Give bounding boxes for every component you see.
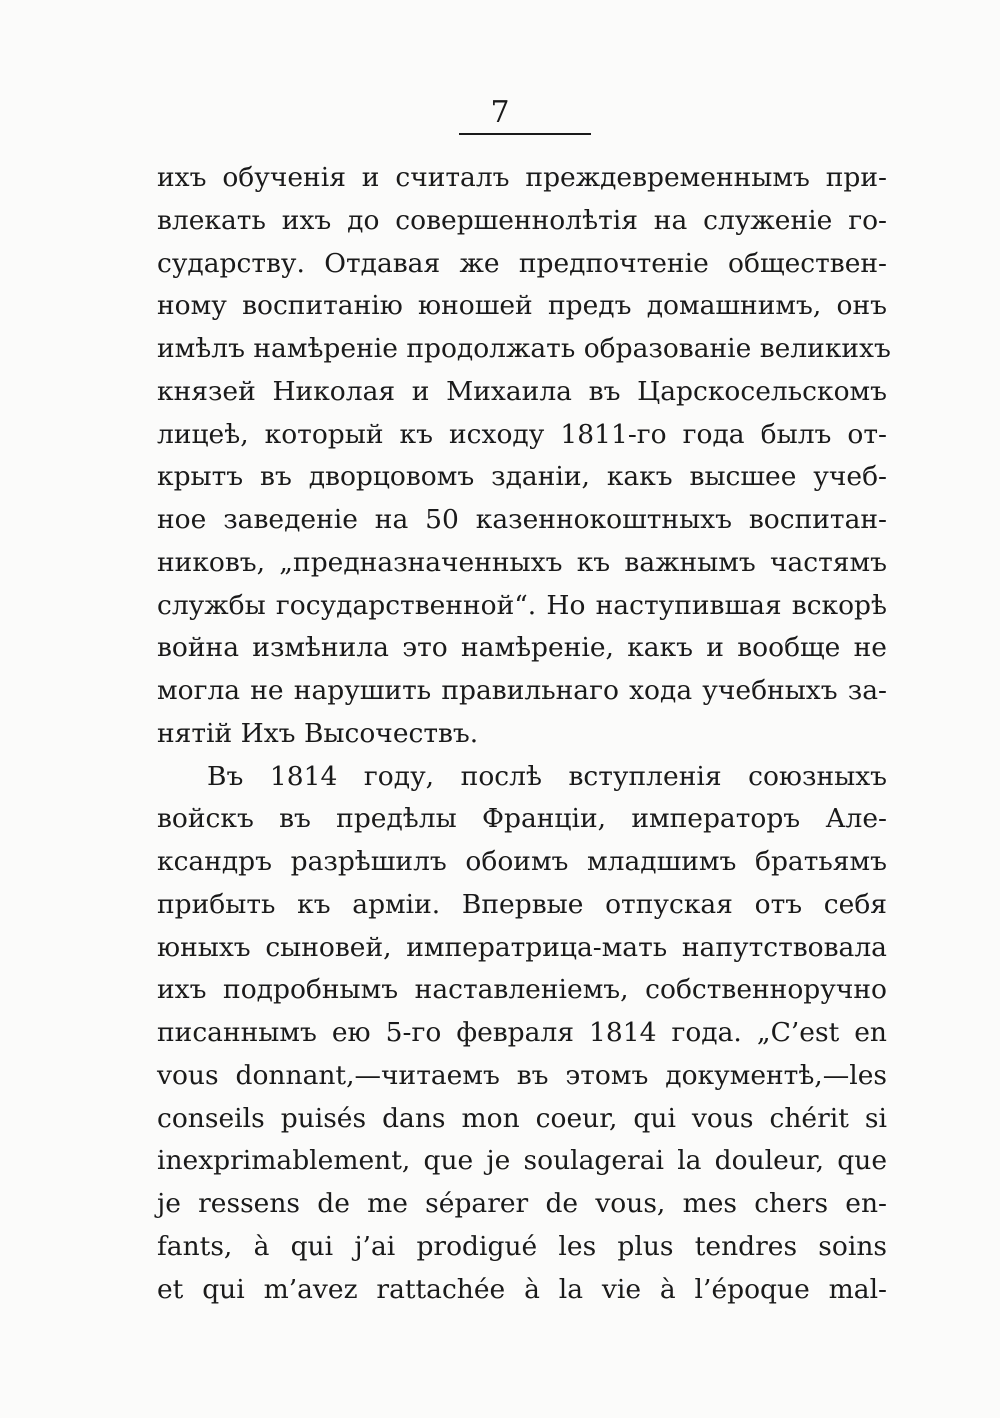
text-line: службы государственной“. Но наступившая вскорѣ bbox=[157, 589, 887, 621]
text-line: ксандръ разрѣшилъ обоимъ младшимъ братьямъ bbox=[157, 846, 887, 877]
text-line: писаннымъ ею 5-го февраля 1814 года. „C’est en bbox=[157, 1017, 887, 1048]
text-line: fants, à qui j’ai prodigué les plus tendres soins bbox=[157, 1230, 887, 1262]
header-rule bbox=[459, 133, 591, 135]
text-line: сударству. Отдавая же предпочтеніе обществен- bbox=[157, 247, 887, 279]
text-line: могла не нарушить правильнаго хода учебныхъ за- bbox=[157, 675, 887, 706]
text-line: юныхъ сыновей, императрица-мать напутствовала bbox=[157, 931, 887, 963]
text-line: войскъ въ предѣлы Франціи, императоръ Але- bbox=[157, 803, 887, 835]
text-line: война измѣнила это намѣреніе, какъ и вообще не bbox=[157, 632, 887, 664]
text-line: ное заведеніе на 50 казеннокоштныхъ воспитан- bbox=[157, 504, 887, 535]
body-text bbox=[157, 157, 891, 1311]
text-line: vous donnant,—читаемъ въ этомъ документѣ,—les bbox=[157, 1059, 887, 1091]
text-line: ихъ обученія и считалъ преждевременнымъ при- bbox=[157, 162, 887, 193]
page-number: 7 bbox=[490, 95, 510, 130]
text-line: крытъ въ дворцовомъ зданіи, какъ высшее учеб- bbox=[157, 461, 887, 493]
text-line: Въ 1814 году, послѣ вступленія союзныхъ bbox=[207, 760, 887, 792]
text-line: никовъ, „предназначенныхъ къ важнымъ частямъ bbox=[157, 546, 887, 578]
text-line: ихъ подробнымъ наставленіемъ, собственноручно bbox=[157, 974, 887, 1006]
text-line: князей Николая и Михаила въ Царскосельскомъ bbox=[157, 375, 887, 407]
text-line: влекать ихъ до совершеннолѣтія на служеніе го- bbox=[157, 204, 887, 236]
text-line: inexprimablement, que je soulagerai la douleur, que bbox=[157, 1145, 887, 1177]
text-line: имѣлъ намѣреніе продолжать образованіе великихъ bbox=[157, 333, 891, 364]
text-line: conseils puisés dans mon coeur, qui vous chérit si bbox=[157, 1102, 887, 1134]
text-line: et qui m’avez rattachée à la vie à l’époque mal- bbox=[157, 1273, 887, 1305]
text-line: нятій Ихъ Высочествъ. bbox=[157, 717, 479, 749]
text-line: ному воспитанію юношей предъ домашнимъ, онъ bbox=[157, 290, 887, 322]
text-line: je ressens de me séparer de vous, mes chers en- bbox=[157, 1188, 887, 1219]
text-line: прибыть къ арміи. Впервые отпуская отъ себя bbox=[157, 888, 887, 920]
text-line: лицеѣ, который къ исходу 1811-го года былъ от- bbox=[157, 418, 887, 450]
